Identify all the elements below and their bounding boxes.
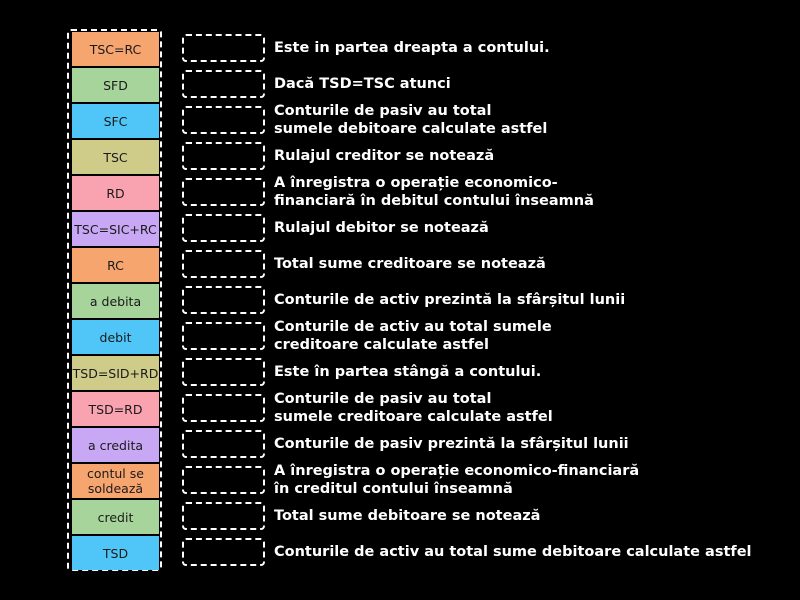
answer-tile[interactable]: RD: [72, 176, 159, 210]
clue-text: [274, 354, 541, 390]
answer-tile[interactable]: TSD=RD: [72, 392, 159, 426]
drop-target[interactable]: [182, 502, 265, 530]
clue-line: sumele debitoare calculate astfel: [274, 121, 548, 137]
clue-text: [274, 426, 629, 462]
drop-target[interactable]: [182, 142, 265, 170]
clue-text: [274, 66, 451, 102]
drop-target[interactable]: [182, 322, 265, 350]
answer-tile[interactable]: RC: [72, 248, 159, 282]
answer-tile[interactable]: SFD: [72, 68, 159, 102]
clue-text: [274, 102, 547, 138]
clue-line: Total sume creditoare se notează: [274, 256, 546, 272]
clue-line: Este în partea stângă a contului.: [274, 364, 542, 380]
drop-target[interactable]: [182, 70, 265, 98]
clue-line: Rulajul debitor se notează: [274, 220, 489, 236]
answer-tile[interactable]: SFC: [72, 104, 159, 138]
clue-line: Conturile de pasiv au total: [274, 391, 492, 407]
clue-line: Conturile de pasiv au total: [274, 103, 492, 119]
clue-line: Total sume debitoare se notează: [274, 508, 541, 524]
answer-tile[interactable]: credit: [72, 500, 159, 534]
answer-tile[interactable]: TSD=SID+RD: [72, 356, 159, 390]
clue-text: [274, 138, 494, 174]
drop-target[interactable]: [182, 538, 265, 566]
drop-target[interactable]: [182, 358, 265, 386]
drop-target[interactable]: [182, 34, 265, 62]
clue-line: creditoare calculate astfel: [274, 337, 489, 353]
answer-tile[interactable]: TSC=RC: [72, 32, 159, 66]
clue-text: [274, 390, 553, 426]
clue-text: [274, 30, 550, 66]
clue-text: [274, 498, 540, 534]
clue-line: Dacă TSD=TSC atunci: [274, 76, 451, 92]
clue-line: Conturile de activ au total sumele: [274, 319, 552, 335]
clue-line: Conturile de activ au total sume debitoare calculate astfel: [274, 544, 752, 560]
clue-line: financiară în debitul contului înseamnă: [274, 193, 594, 209]
clue-line: A înregistra o operație economico-: [274, 175, 558, 191]
answer-tile[interactable]: contul se soldează: [72, 464, 159, 498]
clue-text: [274, 246, 546, 282]
drop-target[interactable]: [182, 106, 265, 134]
answer-tile[interactable]: a debita: [72, 284, 159, 318]
drop-target[interactable]: [182, 394, 265, 422]
drop-target[interactable]: [182, 178, 265, 206]
clue-text: [274, 174, 594, 210]
answer-tile[interactable]: TSC=SIC+RC: [72, 212, 159, 246]
clue-text: [274, 282, 625, 318]
clue-line: Rulajul creditor se notează: [274, 148, 495, 164]
clue-line: Conturile de pasiv prezintă la sfârșitul lunii: [274, 436, 629, 452]
answer-tile[interactable]: a credita: [72, 428, 159, 462]
clue-line: sumele creditoare calculate astfel: [274, 409, 553, 425]
tile-bank: [67, 29, 162, 571]
clue-text: [274, 534, 752, 570]
drop-target[interactable]: [182, 430, 265, 458]
drop-target[interactable]: [182, 286, 265, 314]
clue-line: A înregistra o operație economico-financiară: [274, 463, 640, 479]
clue-text: [274, 318, 552, 354]
answer-tile[interactable]: TSD: [72, 536, 159, 570]
drop-target[interactable]: [182, 466, 265, 494]
clue-text: [274, 210, 489, 246]
clue-text: [274, 462, 639, 498]
clue-line: în creditul contului înseamnă: [274, 481, 513, 497]
answer-tile[interactable]: TSC: [72, 140, 159, 174]
answer-tile[interactable]: debit: [72, 320, 159, 354]
drop-target[interactable]: [182, 250, 265, 278]
clue-line: Este in partea dreapta a contului.: [274, 40, 550, 56]
clue-line: Conturile de activ prezintă la sfârșitul lunii: [274, 292, 626, 308]
drop-target[interactable]: [182, 214, 265, 242]
